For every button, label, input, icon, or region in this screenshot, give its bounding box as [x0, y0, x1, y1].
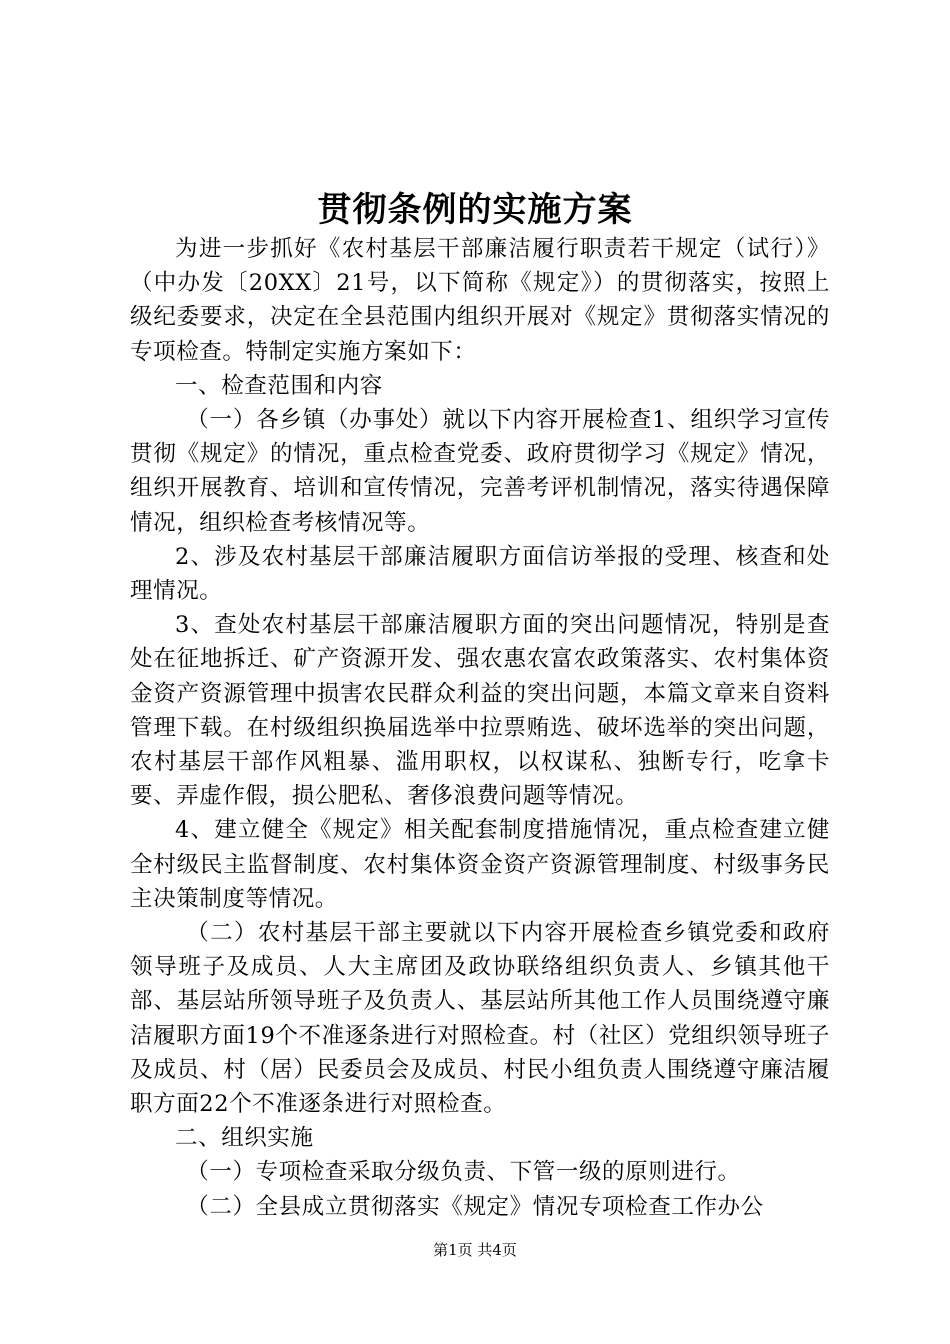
document-body	[130, 232, 830, 1224]
intro-paragraph: 为进一步抓好《农村基层干部廉洁履行职责若干规定（试行）》（中办发〔20XX〕21号，以下简称《规定》）的贯彻落实，按照上级纪委要求，决定在全县范围内组织开展对《规定》贯彻落实情况的专项检查。特制定实施方案如下：	[130, 236, 830, 365]
paragraph-cadre-check: （二）农村基层干部主要就以下内容开展检查乡镇党委和政府领导班子及成员、人大主席团及政协联络组织负责人、乡镇其他干部、基层站所领导班子及负责人、基层站所其他工作人员围绕遵守廉洁履职方面19个不准逐条进行对照检查。村（社区）党组织领导班子及成员、村（居）民委员会及成员、村民小组负责人围绕遵守廉洁履职方面22个不准逐条进行对照检查。	[130, 920, 830, 1118]
paragraph-township-check: （一）各乡镇（办事处）就以下内容开展检查1、组织学习宣传贯彻《规定》的情况，重点检查党委、政府贯彻学习《规定》情况，组织开展教育、培训和宣传情况，完善考评机制情况，落实待遇保障情况，组织检查考核情况等。	[130, 407, 830, 536]
paragraph-implementation-2: （二）全县成立贯彻落实《规定》情况专项检查工作办公	[186, 1193, 764, 1220]
paragraph-item-2: 2、涉及农村基层干部廉洁履职方面信访举报的受理、核查和处理情况。	[130, 543, 830, 605]
page-footer: 第1页 共4页	[433, 1241, 517, 1259]
document-title: 贯彻条例的实施方案	[317, 190, 633, 230]
section-heading-scope: 一、检查范围和内容	[175, 372, 383, 399]
paragraph-item-3: 3、查处农村基层干部廉洁履职方面的突出问题情况，特别是查处在征地拆迁、矿产资源开发、强农惠农富农政策落实、农村集体资金资产资源管理中损害农民群众利益的突出问题，本篇文章来自资料管理下载。在村级组织换届选举中拉票贿选、破坏选举的突出问题，农村基层干部作风粗暴、滥用职权，以权谋私、独断专行，吃拿卡要、弄虚作假，损公肥私、奢侈浪费问题等情况。	[130, 612, 830, 810]
paragraph-item-4: 4、建立健全《规定》相关配套制度措施情况，重点检查建立健全村级民主监督制度、农村集体资金资产资源管理制度、村级事务民主决策制度等情况。	[130, 817, 830, 912]
section-heading-implementation: 二、组织实施	[175, 1125, 314, 1152]
paragraph-implementation-1: （一）专项检查采取分级负责、下管一级的原则进行。	[186, 1159, 741, 1186]
